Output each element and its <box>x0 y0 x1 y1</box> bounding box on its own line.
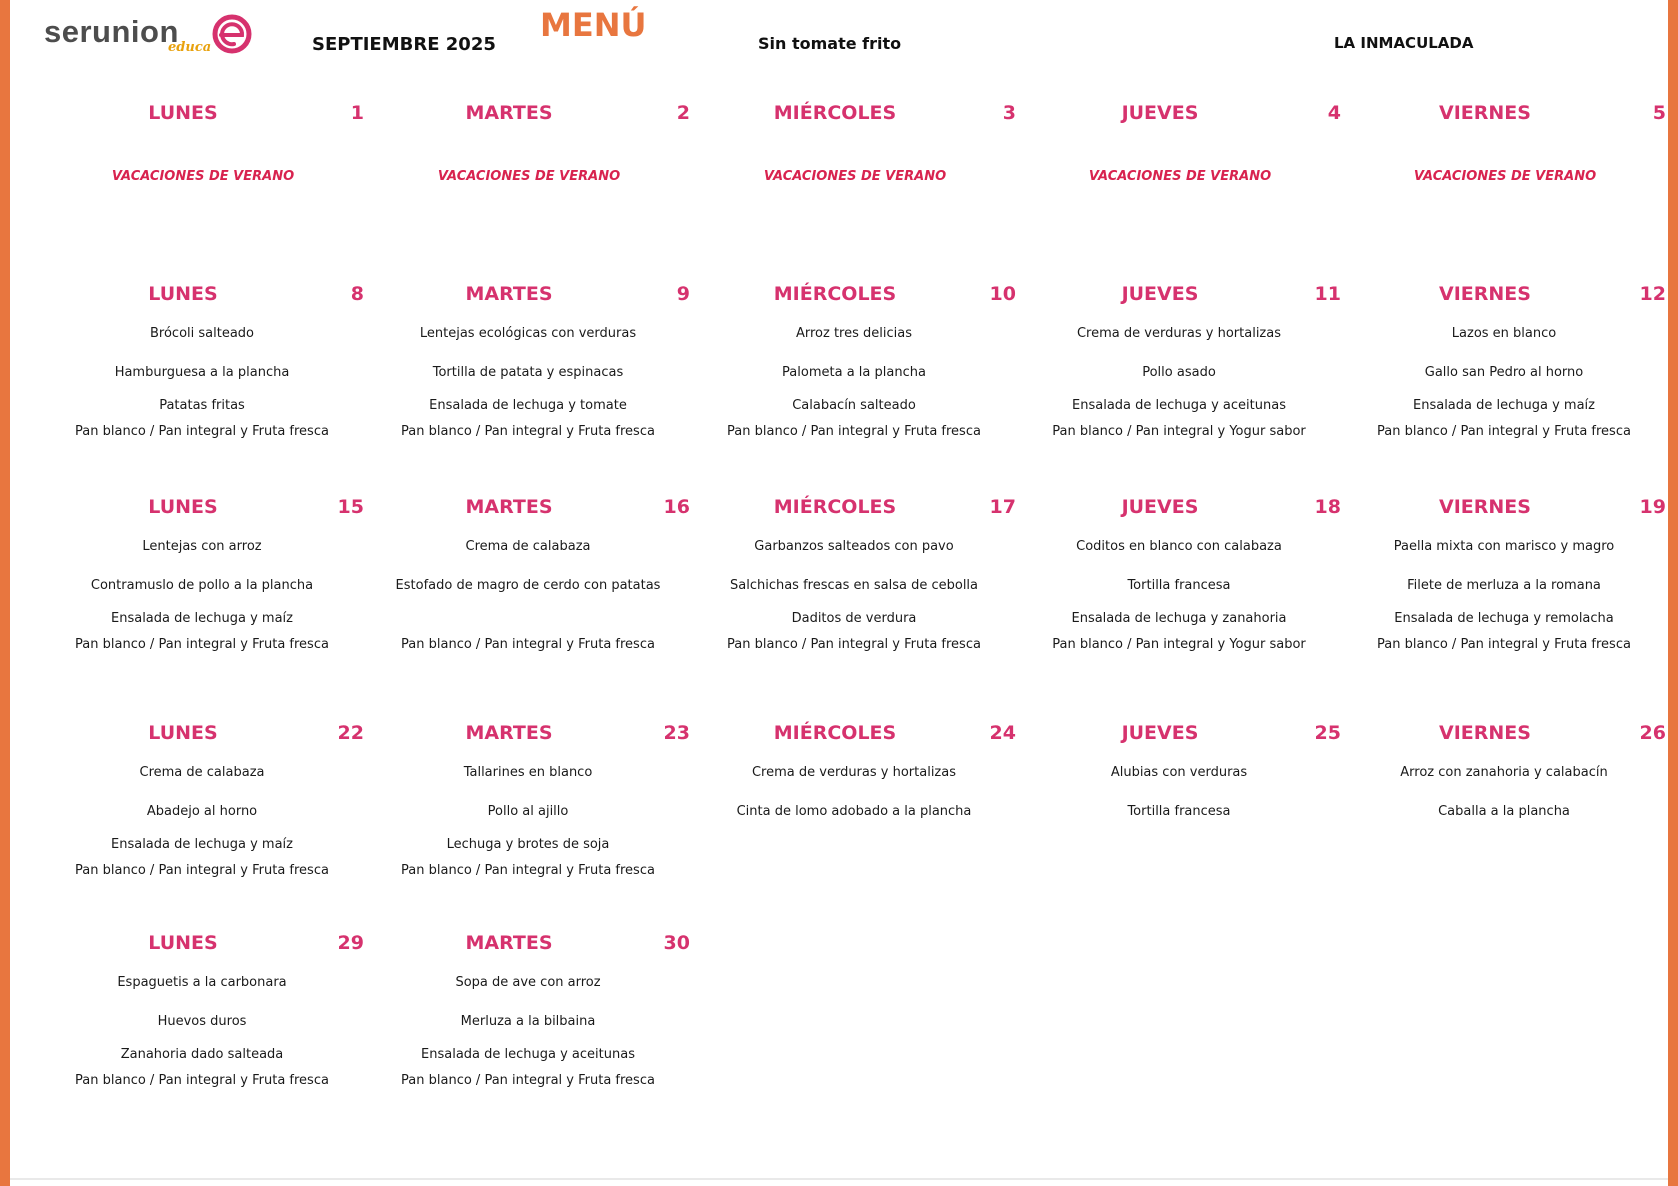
day-cell <box>1340 283 1666 439</box>
day-number: 26 <box>1639 722 1666 744</box>
dish-item: Tortilla francesa <box>1127 804 1231 819</box>
day-name: JUEVES <box>1121 102 1199 124</box>
day-cell <box>364 722 690 878</box>
logo-wordmark: serunion <box>44 14 179 49</box>
day-name: LUNES <box>148 722 218 744</box>
day-header <box>364 722 690 752</box>
day-name: MARTES <box>465 932 553 954</box>
dish-item: Pan blanco / Pan integral y Fruta fresca <box>401 637 655 652</box>
bottom-divider <box>10 1178 1668 1180</box>
day-header <box>1340 496 1666 526</box>
logo-subtitle: educa <box>168 40 212 55</box>
day-header <box>690 283 1016 313</box>
day-name: MARTES <box>465 102 553 124</box>
day-number: 12 <box>1639 283 1666 305</box>
dish-item: Caballa a la plancha <box>1438 804 1570 819</box>
day-header <box>364 932 690 962</box>
day-number: 11 <box>1314 283 1341 305</box>
month-label: SEPTIEMBRE 2025 <box>312 34 496 55</box>
day-cell <box>38 496 364 652</box>
dish-item: Contramuslo de pollo a la plancha <box>90 578 314 593</box>
dish-item: Pan blanco / Pan integral y Yogur sabor <box>1052 637 1306 652</box>
vacation-notice: VACACIONES DE VERANO <box>437 169 621 184</box>
dish-item: Tortilla de patata y espinacas <box>432 365 624 380</box>
dish-item: Lazos en blanco <box>1451 326 1557 341</box>
day-name: MARTES <box>465 283 553 305</box>
dish-item: Pan blanco / Pan integral y Fruta fresca <box>401 863 655 878</box>
menu-title: MENÚ <box>540 6 647 44</box>
vacation-notice: VACACIONES DE VERANO <box>763 169 947 184</box>
dish-item: Pan blanco / Pan integral y Fruta fresca <box>727 637 981 652</box>
day-header <box>38 722 364 752</box>
day-number: 3 <box>1002 102 1016 124</box>
dish-item: Tallarines en blanco <box>463 765 593 780</box>
dish-item: Pan blanco / Pan integral y Fruta fresca <box>1377 424 1631 439</box>
day-cell <box>364 102 690 184</box>
dish-item: Pan blanco / Pan integral y Fruta fresca <box>75 1073 329 1088</box>
left-border <box>0 0 10 1186</box>
dish-item: Ensalada de lechuga y maíz <box>1413 398 1595 413</box>
serunion-logo <box>44 12 254 58</box>
vacation-notice: VACACIONES DE VERANO <box>111 169 295 184</box>
day-header <box>364 102 690 132</box>
dish-item: Palometa a la plancha <box>782 365 926 380</box>
dish-item: Pollo asado <box>1142 365 1216 380</box>
day-name: LUNES <box>148 102 218 124</box>
day-name: VIERNES <box>1439 496 1531 518</box>
day-header <box>1340 283 1666 313</box>
day-number: 30 <box>663 932 690 954</box>
dish-item: Cinta de lomo adobado a la plancha <box>736 804 972 819</box>
day-cell <box>38 932 364 1088</box>
day-name: JUEVES <box>1121 722 1199 744</box>
day-name: MIÉRCOLES <box>773 722 897 744</box>
day-header <box>38 102 364 132</box>
dish-item: Pan blanco / Pan integral y Fruta fresca <box>401 424 655 439</box>
dish-item: Pan blanco / Pan integral y Fruta fresca <box>727 424 981 439</box>
day-name: VIERNES <box>1439 722 1531 744</box>
day-cell <box>1340 102 1666 184</box>
dish-item: Crema de verduras y hortalizas <box>1076 326 1281 341</box>
day-cell <box>364 932 690 1088</box>
day-number: 4 <box>1327 102 1341 124</box>
dish-item: Brócoli salteado <box>149 326 254 341</box>
dish-item: Crema de calabaza <box>139 765 265 780</box>
dish-item: Ensalada de lechuga y zanahoria <box>1071 611 1287 626</box>
dish-item: Huevos duros <box>157 1014 247 1029</box>
day-name: JUEVES <box>1121 283 1199 305</box>
dish-item: Pan blanco / Pan integral y Fruta fresca <box>75 424 329 439</box>
day-header <box>690 102 1016 132</box>
dish-item: Gallo san Pedro al horno <box>1424 365 1584 380</box>
dish-item: Espaguetis a la carbonara <box>117 975 287 990</box>
day-number: 17 <box>989 496 1016 518</box>
dish-item: Hamburguesa a la plancha <box>114 365 290 380</box>
day-cell <box>690 496 1016 652</box>
dish-item: Pan blanco / Pan integral y Fruta fresca <box>401 1073 655 1088</box>
day-cell <box>1015 283 1341 439</box>
day-cell <box>690 283 1016 439</box>
dish-item: Salchichas frescas en salsa de cebolla <box>729 578 979 593</box>
day-name: MIÉRCOLES <box>773 496 897 518</box>
dish-item: Sopa de ave con arroz <box>455 975 601 990</box>
day-number: 8 <box>350 283 364 305</box>
dish-item: Pollo al ajillo <box>487 804 569 819</box>
day-cell <box>1015 102 1341 184</box>
day-cell <box>690 722 1016 819</box>
dish-item: Ensalada de lechuga y remolacha <box>1394 611 1614 626</box>
dish-item: Ensalada de lechuga y maíz <box>111 837 293 852</box>
day-name: VIERNES <box>1439 283 1531 305</box>
dish-item: Ensalada de lechuga y maíz <box>111 611 293 626</box>
dish-item: Alubias con verduras <box>1110 765 1248 780</box>
day-cell <box>364 283 690 439</box>
vacation-notice: VACACIONES DE VERANO <box>1413 169 1597 184</box>
dish-item: Coditos en blanco con calabaza <box>1076 539 1282 554</box>
day-cell <box>1015 496 1341 652</box>
dish-item: Estofado de magro de cerdo con patatas <box>395 578 661 593</box>
day-number: 19 <box>1639 496 1666 518</box>
day-cell <box>1340 722 1666 819</box>
day-name: VIERNES <box>1439 102 1531 124</box>
dish-item: Ensalada de lechuga y tomate <box>429 398 627 413</box>
day-number: 24 <box>989 722 1016 744</box>
day-cell <box>1340 496 1666 652</box>
dish-item: Ensalada de lechuga y aceitunas <box>421 1047 635 1062</box>
dish-item: Lentejas ecológicas con verduras <box>419 326 637 341</box>
dish-item: Lentejas con arroz <box>142 539 262 554</box>
dish-item: Pan blanco / Pan integral y Fruta fresca <box>75 637 329 652</box>
day-number: 5 <box>1652 102 1666 124</box>
day-number: 16 <box>663 496 690 518</box>
day-header <box>364 496 690 526</box>
day-name: MIÉRCOLES <box>773 102 897 124</box>
day-header <box>1340 102 1666 132</box>
day-header <box>1015 102 1341 132</box>
dish-item: Ensalada de lechuga y aceitunas <box>1072 398 1286 413</box>
day-number: 23 <box>663 722 690 744</box>
dish-item: Merluza a la bilbaina <box>460 1014 596 1029</box>
dish-item: Pan blanco / Pan integral y Yogur sabor <box>1052 424 1306 439</box>
day-number: 15 <box>337 496 364 518</box>
day-cell <box>364 496 690 652</box>
day-header <box>38 932 364 962</box>
day-header <box>364 283 690 313</box>
dish-item: Pan blanco / Pan integral y Fruta fresca <box>75 863 329 878</box>
dish-item: Daditos de verdura <box>791 611 917 626</box>
day-header <box>38 283 364 313</box>
dish-item: Paella mixta con marisco y magro <box>1393 539 1615 554</box>
day-number: 22 <box>337 722 364 744</box>
day-header <box>1015 496 1341 526</box>
day-name: MIÉRCOLES <box>773 283 897 305</box>
day-name: MARTES <box>465 722 553 744</box>
dish-item: Pan blanco / Pan integral y Fruta fresca <box>1377 637 1631 652</box>
dish-item: Patatas fritas <box>159 398 245 413</box>
day-number: 2 <box>676 102 690 124</box>
day-cell <box>38 722 364 878</box>
day-header <box>1015 283 1341 313</box>
day-name: JUEVES <box>1121 496 1199 518</box>
day-name: LUNES <box>148 496 218 518</box>
day-cell <box>38 102 364 184</box>
day-header <box>690 496 1016 526</box>
day-header <box>690 722 1016 752</box>
dish-item: Calabacín salteado <box>792 398 916 413</box>
day-number: 10 <box>989 283 1016 305</box>
dish-item: Arroz con zanahoria y calabacín <box>1400 765 1608 780</box>
day-cell <box>690 102 1016 184</box>
day-cell <box>1015 722 1341 819</box>
day-header <box>1015 722 1341 752</box>
day-number: 1 <box>350 102 364 124</box>
dish-item: Arroz tres delicias <box>795 326 912 341</box>
dish-item: Abadejo al horno <box>146 804 258 819</box>
day-name: LUNES <box>148 283 218 305</box>
day-number: 29 <box>337 932 364 954</box>
dish-item: Zanahoria dado salteada <box>120 1047 284 1062</box>
dish-item: Filete de merluza a la romana <box>1407 578 1601 593</box>
dish-item: Garbanzos salteados con pavo <box>754 539 954 554</box>
dish-item: Lechuga y brotes de soja <box>446 837 610 852</box>
day-cell <box>38 283 364 439</box>
day-header <box>38 496 364 526</box>
dish-item: Crema de verduras y hortalizas <box>751 765 956 780</box>
day-number: 18 <box>1314 496 1341 518</box>
day-number: 9 <box>676 283 690 305</box>
day-name: MARTES <box>465 496 553 518</box>
diet-note: Sin tomate frito <box>758 34 902 53</box>
logo-spiral-icon <box>212 14 252 54</box>
dish-item: Crema de calabaza <box>465 539 591 554</box>
vacation-notice: VACACIONES DE VERANO <box>1088 169 1272 184</box>
school-name: LA INMACULADA <box>1334 34 1474 52</box>
day-number: 25 <box>1314 722 1341 744</box>
dish-item: Tortilla francesa <box>1127 578 1231 593</box>
day-header <box>1340 722 1666 752</box>
day-name: LUNES <box>148 932 218 954</box>
